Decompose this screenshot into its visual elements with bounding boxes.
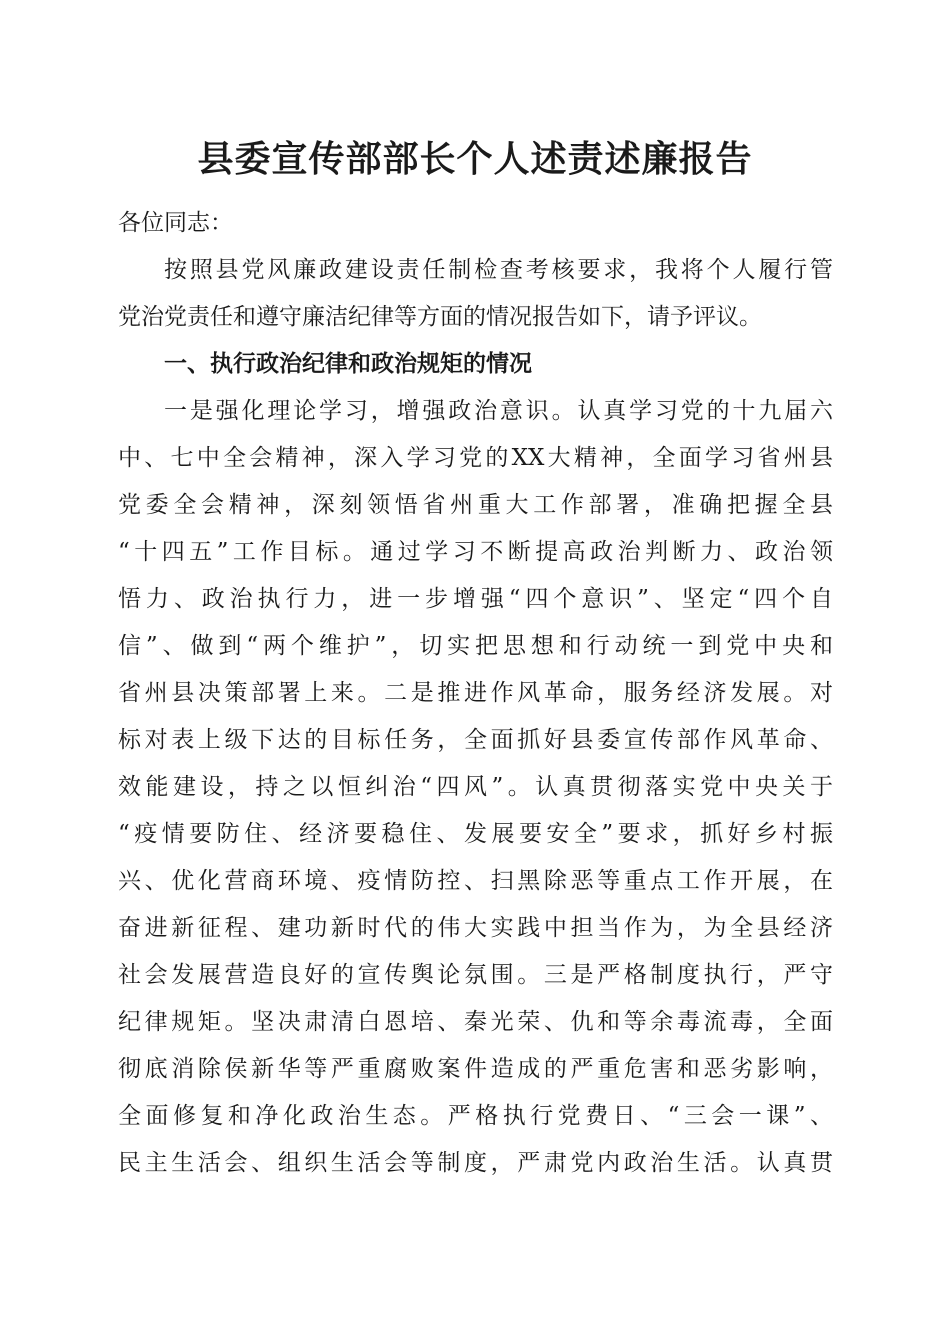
paragraph-line: 民主生活会、组织生活会等制度，严肃党内政治生活。认真贯 [118,1150,833,1176]
paragraph-line: 悟力、政治执行力，进一步增强“四个意识”、坚定“四个自 [118,586,833,612]
paragraph-line: 全面修复和净化政治生态。严格执行党费日、“三会一课”、 [118,1103,833,1129]
paragraph-line: “十四五”工作目标。通过学习不断提高政治判断力、政治领 [118,539,833,565]
document-body [118,200,833,1187]
paragraph-line: 标对表上级下达的目标任务，全面抓好县委宣传部作风革命、 [118,727,833,753]
paragraph-line: 省州县决策部署上来。二是推进作风革命，服务经济发展。对 [118,680,833,706]
paragraph-line: 中、七中全会精神，深入学习党的XX大精神，全面学习省州县 [118,445,833,471]
paragraph-line: 效能建设，持之以恒纠治“四风”。认真贯彻落实党中央关于 [118,774,833,800]
paragraph-line: “疫情要防住、经济要稳住、发展要安全”要求，抓好乡村振 [118,821,833,847]
section-heading: 一、执行政治纪律和政治规矩的情况 [164,351,532,377]
paragraph-line: 彻底消除侯新华等严重腐败案件造成的严重危害和恶劣影响， [118,1056,833,1082]
salutation: 各位同志： [118,210,233,236]
paragraph-line: 奋进新征程、建功新时代的伟大实践中担当作为，为全县经济 [118,915,833,941]
document-title: 县委宣传部部长个人述责述廉报告 [197,138,753,180]
paragraph-line: 兴、优化营商环境、疫情防控、扫黑除恶等重点工作开展，在 [118,868,833,894]
paragraph-line: 纪律规矩。坚决肃清白恩培、秦光荣、仇和等余毒流毒，全面 [118,1009,833,1035]
paragraph-line: 一是强化理论学习，增强政治意识。认真学习党的十九届六 [164,398,833,424]
paragraph-line: 社会发展营造良好的宣传舆论氛围。三是严格制度执行，严守 [118,962,833,988]
intro-line: 按照县党风廉政建设责任制检查考核要求，我将个人履行管 [164,257,833,283]
intro-line: 党治党责任和遵守廉洁纪律等方面的情况报告如下，请予评议。 [118,304,762,330]
paragraph-line: 党委全会精神，深刻领悟省州重大工作部署，准确把握全县 [118,492,833,518]
paragraph-line: 信”、做到“两个维护”，切实把思想和行动统一到党中央和 [118,633,833,659]
